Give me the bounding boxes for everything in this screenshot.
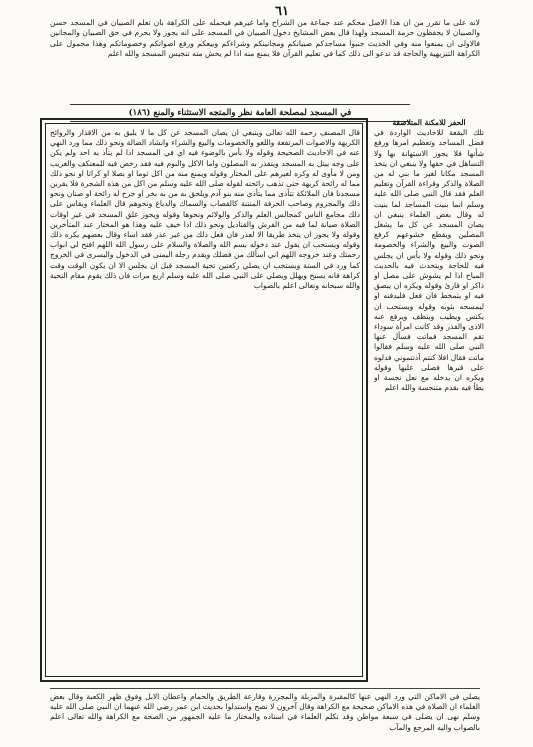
footer-commentary-block: يصلي في الاماكن التي ورد النهي عنها كالمقبرة والمزبلة والمجزرة وقارعة الطريق والحمام واعطان الابل وفوق ظهر الكعبة وقال بعض العلماء ان الصلاة في هذه الاماكن صحيحة مع الكراهة وقال آخرون لا تصح واستدلوا بحديث ابن عمر رضي الله عنهما ان النبي صلى الله عليه وسلم نهى ان يصلى في سبعة مواطن وقد تكلم العلماء في اسناده والمختار ما عليه الجمهور من الصحة مع الكراهة والله تعالى اعلم بالصواب واليه المرجع والمآب: [50, 692, 480, 732]
side-margin-body: تلك البقعة للاحاديث الواردة في فضل المساجد وتعظيم امرها ورفع شأنها فلا يجوز الاستهانة بها ولا التساهل في حقها ولا ينبغي ان يتخذ المسجد مكانا لغير ما بني له من الصلاة والذكر وقراءة القرآن وتعليم العلم فقد قال النبي صلى الله عليه وسلم انما بنيت المساجد لما بنيت له وقال بعض العلماء ينبغي ان يصان المسجد عن كل ما يشغل المصلين ويقطع خشوعهم كرفع الصوت والبيع والشراء والخصومة ونحو ذلك وقوله ولا بأس ان يجلس فيه للحاجة ويتحدث فيه بالحديث المباح اذا لم يشوش على مصل او ذاكر او قارئ وقوله ويكره ان يبصق فيه او يتمخط فان فعل فليدفنه او ليمسحه بثوبه وقوله ويستحب ان يكنس ويطيب وينظف ويرفع عنه الاذى والقذر وقد كانت امرأة سوداء تقم المسجد فماتت فسأل عنها النبي صلى الله عليه وسلم فقالوا ماتت فقال افلا كنتم آذنتموني فدلوه على قبرها فصلى عليها وقوله ويكره ان يدخله مع نعل نجسة او يطأ فيه بقدم متنجسة والله اعلم: [374, 128, 484, 393]
top-commentary-block: لانه على ما تقرر من ان هذا الاصل محكم عند جماعة من الشراح واما غيرهم فيحمله على الكراهة بان تعلم الصبيان في المسجد حسن والصبيان لا يحفظون حرمة المسجد ولهذا قال بعض المشايخ دخول الصبيان في المسجد على انه يجوز ولا يحرم في حق الصبيان والمجانين فالاولى ان يمنعوا منه وفي الحديث جنبوا مساجدكم صبيانكم ومجانينكم وشراءكم وبيعكم ورفع اصواتكم وخصوماتكم وهذا محمول على الكراهة التنزيهية والحاجة قد تدعو الى ذلك كما في تعليم القرآن فلا يمنع منه اذا لم يخش منه تنجيس المسجد والله اعلم: [50, 18, 480, 59]
side-margin-heading: الحفر للامكنة المتلاصقة: [392, 118, 466, 127]
section-header: في المسجد لمصلحة العامة نظر والمتجه الاستثناء والمنع (١٨٦): [70, 104, 410, 122]
footer-divider: [50, 688, 480, 689]
page-number: ٦١: [275, 4, 289, 19]
main-text-body: قال المصنف رحمه الله تعالى وينبغي ان يصان المسجد عن كل ما لا يليق به من الاقذار والروائح الكريهة والاصوات المرتفعة واللغو والخصومات والبيع والشراء وانشاد الضالة ونحو ذلك مما ورد النهي عنه في الاحاديث الصحيحة وقوله ولا بأس بالوضوء فيه اي في المسجد اذا لم يتأذ به احد ولم يكن على وجه يبتل به المسجد ويتقذر به المصلون واما الاكل والنوم فيه فقد رخص فيه للمعتكف والغريب ومن لا مأوى له وكره لغيرهم على المختار وقوله ويمنع منه من اكل ثوما او بصلا او كراثا او نحو ذلك مما له رائحة كريهة حتى تذهب رائحته لقوله صلى الله عليه وسلم من اكل من هذه الشجرة فلا يقربن مسجدنا فان الملائكة تتأذى مما يتأذى منه بنو آدم ويلحق به من به بخر او جرح له رائحة او صنان ونحو ذلك والمجزوم وصاحب الحرفة المنتنة كالقصاب والسماك والدباغ ونحوهم قال العلماء ويقاس على ذلك مجامع الناس كمجالس العلم والذكر والولائم ونحوها وقوله ويجوز غلق المسجد في غير اوقات الصلاة صيانة لما فيه من الفرش والقناديل ونحو ذلك اذا خيف عليه وهذا هو المختار عند المتأخرين وقوله ولا يجوز ان يتخذ طريقا الا لعذر فان فعل ذلك من غير عذر فقد اساء وقال بعضهم يكره ذلك وقوله ويستحب ان يقول عند دخوله بسم الله والصلاة والسلام على رسول الله اللهم افتح لي ابواب رحمتك وعند خروجه اللهم اني اسألك من فضلك ويقدم رجله اليمنى في الدخول واليسرى في الخروج كما ورد في السنة ويستحب ان يصلي ركعتين تحية المسجد قبل ان يجلس الا ان يكون الوقت وقت كراهة فانه يسبح ويهلل ويصلي على النبي صلى الله عليه وسلم اربع مرات فان ذلك يقوم مقام التحية والله سبحانه وتعالى اعلم بالصواب: [50, 128, 360, 291]
side-margin-commentary: [374, 118, 484, 682]
